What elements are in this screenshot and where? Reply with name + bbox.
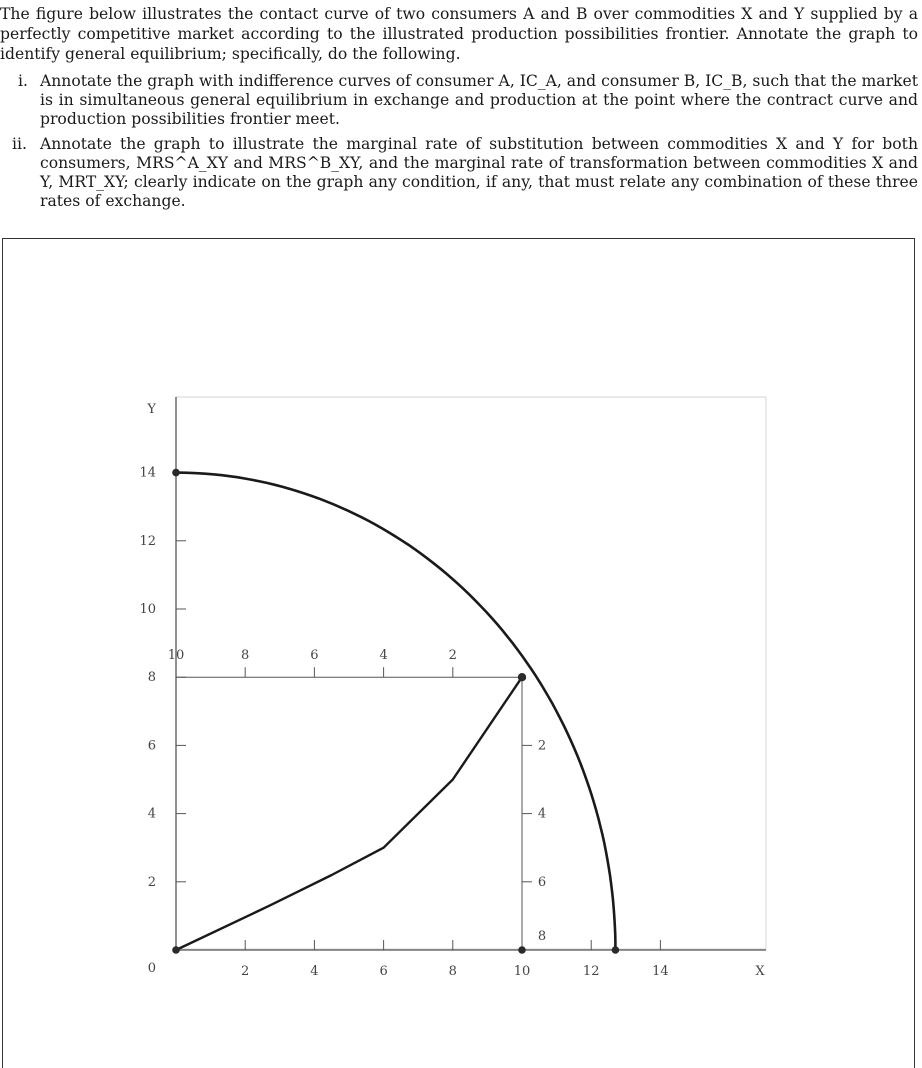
y-tick-label: 8: [147, 670, 156, 686]
x-tick-label: 8: [448, 964, 457, 979]
item-number: ii.: [12, 135, 27, 153]
contract-curve: [176, 677, 522, 950]
x-tick-label: 0: [147, 961, 156, 976]
box-top-tick-label: 10: [167, 648, 185, 664]
item-number: i.: [18, 72, 28, 90]
y-tick-label: 4: [147, 806, 156, 822]
plot-box: [176, 397, 766, 949]
y-tick-label: 12: [139, 533, 156, 549]
y-tick-label: 10: [139, 602, 156, 617]
x-tick-label: 2: [241, 964, 250, 979]
y-tick-label: 6: [147, 738, 156, 754]
box-right-tick-label: 6: [537, 874, 547, 890]
y-tick-label: 14: [139, 465, 156, 481]
box-top-tick-label: 2: [448, 648, 457, 664]
x-axis-label: X: [755, 964, 765, 979]
y-axis-label: Y: [147, 402, 156, 417]
box-right-tick-label: 2: [537, 738, 547, 754]
problem-intro: The figure below illustrates the contact curve of two consumers A and B over commodities X and Y supplied by a perfectly competitive market according to the illustrated production possibilities frontier. Annotate the graph to identify general equilibrium; specifically, do the following.: [0, 5, 918, 63]
box-top-tick-label: 4: [379, 648, 388, 664]
x-tick-label: 12: [582, 964, 600, 979]
box-top-tick-label: 6: [310, 648, 319, 664]
x-tick-label: 10: [513, 964, 531, 979]
box-right-tick-label: 4: [537, 806, 547, 822]
item-text: Annotate the graph to illustrate the marginal rate of substitution between commodities X and Y for both consumers, MRS^A_XY and MRS^B_XY, and the marginal rate of transformation between commodities X and Y, MRT_XY; clearly indicate on the graph any condition, if any, that must relate any combination of these three rates of exchange.: [40, 135, 918, 210]
x-tick-label: 6: [379, 964, 388, 979]
origin-dot: [172, 946, 180, 954]
item-text: Annotate the graph with indifference curves of consumer A, IC_A, and consumer B, IC_B, such that the market is in simultaneous general equilibrium in exchange and production at the point where the contract curve and production possibilities frontier meet.: [40, 72, 918, 128]
box-corner-x-dot: [518, 946, 526, 954]
ppf-y-intercept-dot: [172, 469, 180, 477]
equilibrium-point-dot: [518, 673, 526, 681]
ppf-x-intercept-dot: [612, 946, 620, 954]
production-possibilities-frontier: [176, 473, 615, 950]
x-tick-label: 4: [310, 964, 319, 979]
x-tick-label: 14: [652, 964, 669, 979]
box-right-tick-label: 8: [537, 929, 547, 944]
box-top-tick-label: 8: [241, 648, 250, 664]
y-tick-label: 2: [147, 874, 156, 890]
